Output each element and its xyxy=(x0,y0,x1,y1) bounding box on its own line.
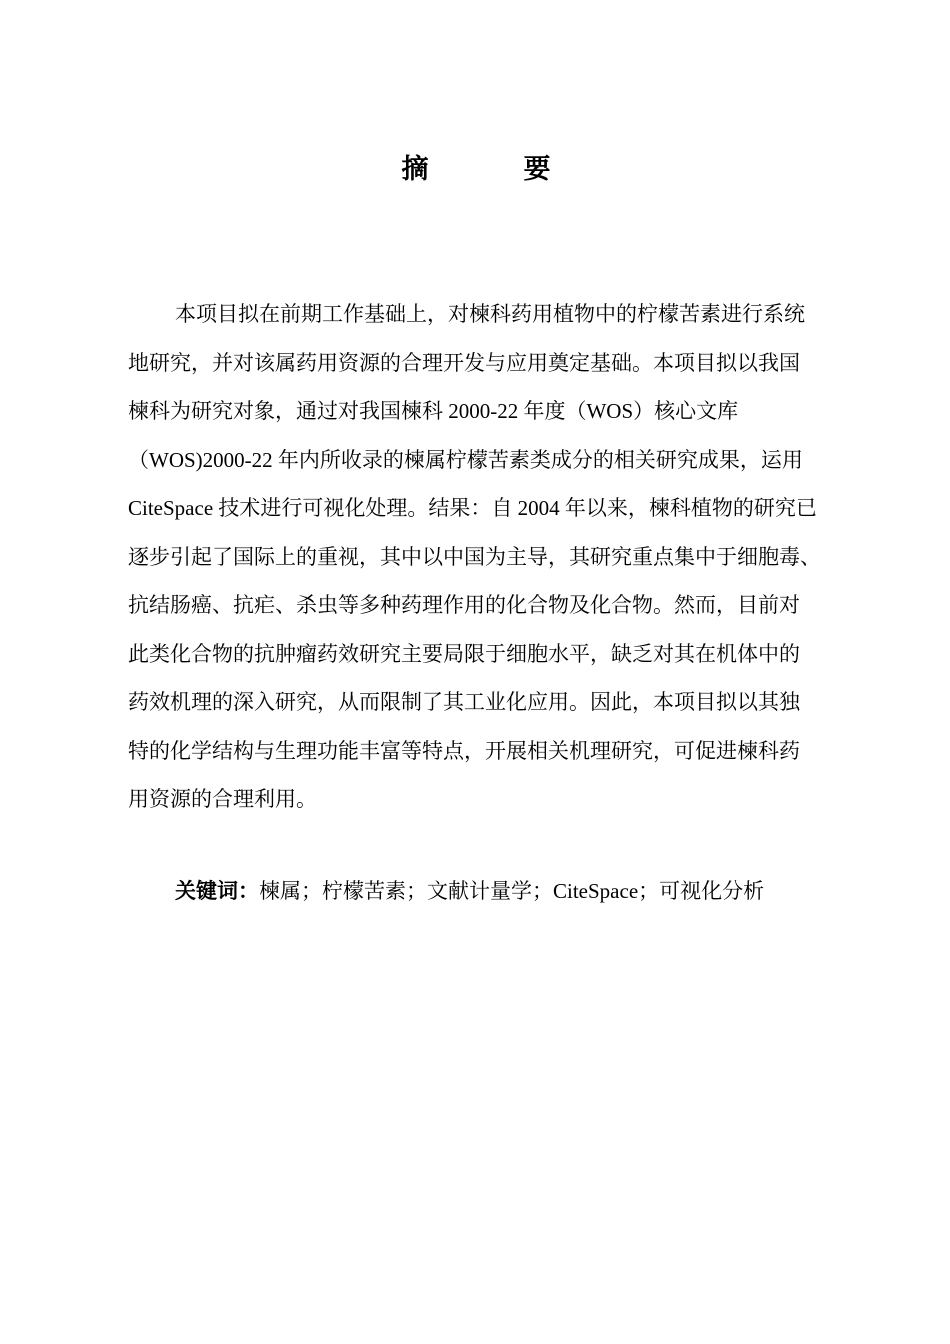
abstract-body xyxy=(128,290,860,824)
abstract-line: 楝科为研究对象，通过对我国楝科 2000-22 年度（WOS）核心文库 xyxy=(128,399,739,423)
abstract-line: 抗结肠癌、抗疟、杀虫等多种药理作用的化合物及化合物。然而，目前对 xyxy=(128,593,800,617)
abstract-line: 药效机理的深入研究，从而限制了其工业化应用。因此，本项目拟以其独 xyxy=(128,690,800,714)
abstract-line: CiteSpace 技术进行可视化处理。结果：自 2004 年以来，楝科植物的研究已 xyxy=(128,496,817,520)
abstract-line: （WOS)2000-22 年内所收录的楝属柠檬苦素类成分的相关研究成果，运用 xyxy=(128,447,803,472)
abstract-line: 此类化合物的抗肿瘤药效研究主要局限于细胞水平，缺乏对其在机体中的 xyxy=(128,641,800,666)
abstract-line: 特的化学结构与生理功能丰富等特点，开展相关机理研究，可促进楝科药 xyxy=(128,738,800,763)
abstract-line: 用资源的合理利用。 xyxy=(128,787,317,811)
keywords-label: 关键词： xyxy=(175,879,259,903)
keywords-paragraph xyxy=(175,867,764,915)
abstract-line: 本项目拟在前期工作基础上，对楝科药用植物中的柠檬苦素进行系统 xyxy=(175,302,805,326)
page-title: 摘 要 xyxy=(401,154,585,185)
keywords-text: 楝属；柠檬苦素；文献计量学；CiteSpace；可视化分析 xyxy=(259,879,765,903)
abstract-line: 地研究，并对该属药用资源的合理开发与应用奠定基础。本项目拟以我国 xyxy=(128,350,800,375)
abstract-line: 逐步引起了国际上的重视，其中以中国为主导，其研究重点集中于细胞毒、 xyxy=(128,544,821,569)
